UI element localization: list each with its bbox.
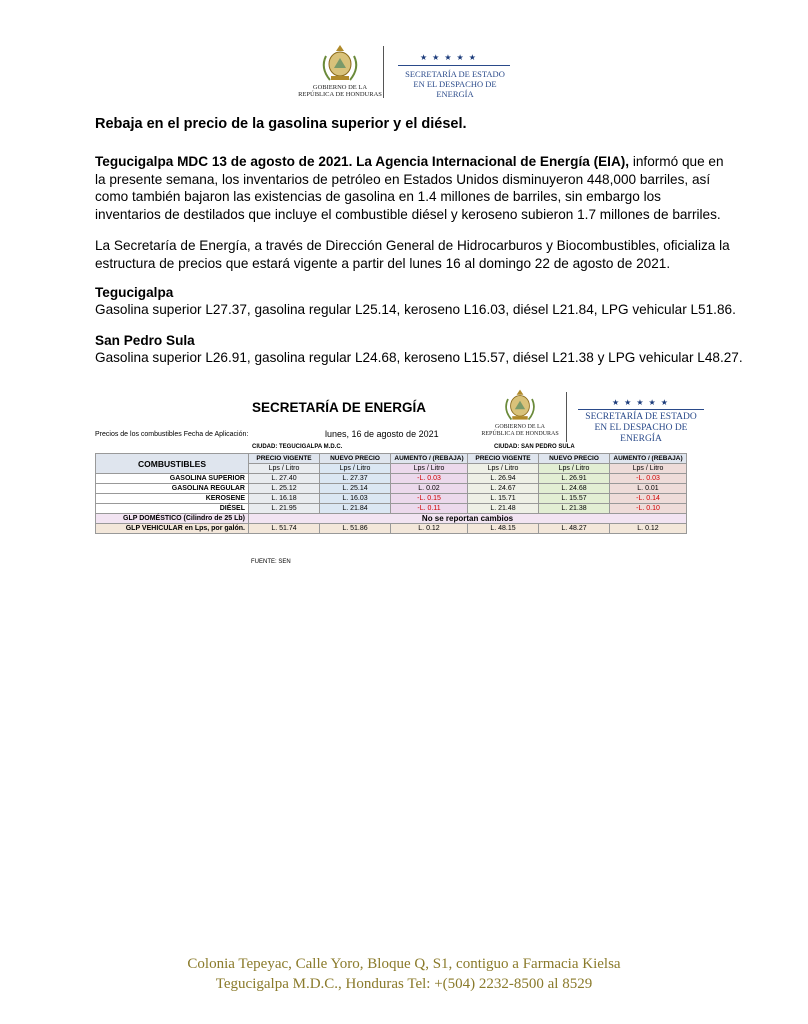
sps-change: -L. 0.14 xyxy=(610,494,687,504)
tgu-change: L. 0.12 xyxy=(391,524,468,534)
prices-tegucigalpa: Gasolina superior L27.37, gasolina regular L25.14, keroseno L16.03, diésel L21.84, LPG vehicular L51.86. xyxy=(95,302,736,317)
gov-caption-line1: GOBIERNO DE LA xyxy=(312,84,368,91)
paragraph-1 xyxy=(95,153,730,223)
sps-new: L. 26.91 xyxy=(539,474,610,484)
unit-cell: Lps / Litro xyxy=(468,464,539,474)
tgu-change: -L. 0.03 xyxy=(391,474,468,484)
fuel-name: KEROSENE xyxy=(96,494,249,504)
city-label-san-pedro-sula: CIUDAD: SAN PEDRO SULA xyxy=(494,444,575,450)
tgu-new: L. 51.86 xyxy=(320,524,391,534)
unit-cell: Lps / Litro xyxy=(320,464,391,474)
unit-cell: Lps / Litro xyxy=(610,464,687,474)
fuel-price-table xyxy=(95,453,687,534)
col-header-change: AUMENTO / (REBAJA) xyxy=(391,454,468,464)
no-change-note: No se reportan cambios xyxy=(249,514,687,524)
col-header-current: PRECIO VIGENTE xyxy=(468,454,539,464)
tgu-new: L. 16.03 xyxy=(320,494,391,504)
fuel-name: GLP VEHICULAR en Lps, por galón. xyxy=(96,524,249,534)
gov-caption-line1: GOBIERNO DE LA xyxy=(495,424,545,430)
logo-rule xyxy=(578,409,704,410)
gov-caption-line2: REPÚBLICA DE HONDURAS xyxy=(481,430,559,437)
table-row-glp-vehicular xyxy=(96,524,687,534)
coat-of-arms-icon xyxy=(318,42,362,84)
paragraph-1-lead: Tegucigalpa MDC 13 de agosto de 2021. La Agencia Internacional de Energía (EIA), xyxy=(95,154,630,169)
tgu-change: L. 0.02 xyxy=(391,484,468,494)
sps-new: L. 15.57 xyxy=(539,494,610,504)
tgu-change: -L. 0.11 xyxy=(391,504,468,514)
sps-change: -L. 0.10 xyxy=(610,504,687,514)
table-title: SECRETARÍA DE ENERGÍA xyxy=(252,400,427,415)
table-row-glp-domestic xyxy=(96,514,687,524)
stars-row: ★★★★★ xyxy=(612,398,673,407)
paragraph-1-body: informó que en la presente semana, los inventarios de petróleo en Estados Unidos disminuyeron 448,000 barriles, así como también bajaron las existencias de gasolina en 1.4 millones de barriles, sin embargo los inventarios de destilados que incluye el combustible diésel y keroseno subieron 1.7 millones de barriles. xyxy=(95,154,724,222)
sps-current: L. 26.94 xyxy=(468,474,539,484)
table-header-row xyxy=(96,454,687,464)
table-row xyxy=(96,474,687,484)
col-header-current: PRECIO VIGENTE xyxy=(249,454,320,464)
sps-current: L. 21.48 xyxy=(468,504,539,514)
table-source: FUENTE: SEN xyxy=(251,559,291,565)
tgu-current: L. 51.74 xyxy=(249,524,320,534)
logo-rule xyxy=(398,65,510,66)
tgu-new: L. 25.14 xyxy=(320,484,391,494)
tgu-current: L. 25.12 xyxy=(249,484,320,494)
table-row xyxy=(96,484,687,494)
logo-divider xyxy=(383,46,384,98)
sps-change: -L. 0.03 xyxy=(610,474,687,484)
coat-of-arms-icon xyxy=(500,387,540,423)
unit-cell: Lps / Litro xyxy=(249,464,320,474)
sps-new: L. 24.68 xyxy=(539,484,610,494)
tgu-current: L. 16.18 xyxy=(249,494,320,504)
unit-cell: Lps / Litro xyxy=(391,464,468,474)
tgu-current: L. 21.95 xyxy=(249,504,320,514)
prices-san-pedro-sula: Gasolina superior L26.91, gasolina regular L24.68, keroseno L15.57, diésel L21.38 y LPG vehicular L48.27. xyxy=(95,350,743,365)
city-heading-tegucigalpa: Tegucigalpa xyxy=(95,285,174,300)
stars-row: ★★★★★ xyxy=(420,53,481,62)
sps-new: L. 21.38 xyxy=(539,504,610,514)
sps-current: L. 24.67 xyxy=(468,484,539,494)
sps-new: L. 48.27 xyxy=(539,524,610,534)
col-header-change: AUMENTO / (REBAJA) xyxy=(610,454,687,464)
unit-cell: Lps / Litro xyxy=(539,464,610,474)
tgu-new: L. 27.37 xyxy=(320,474,391,484)
tgu-current: L. 27.40 xyxy=(249,474,320,484)
fuel-name: GLP DOMÉSTICO (Cilindro de 25 Lb) xyxy=(96,514,249,524)
fuel-name: GASOLINA SUPERIOR xyxy=(96,474,249,484)
tgu-new: L. 21.84 xyxy=(320,504,391,514)
ministry-line1: SECRETARÍA DE ESTADO xyxy=(405,69,505,79)
city-label-tegucigalpa: CIUDAD: TEGUCIGALPA M.D.C. xyxy=(252,444,343,450)
headline: Rebaja en el precio de la gasolina superior y el diésel. xyxy=(95,116,467,132)
sps-current: L. 48.15 xyxy=(468,524,539,534)
col-header-fuel: COMBUSTIBLES xyxy=(96,454,249,474)
sps-current: L. 15.71 xyxy=(468,494,539,504)
col-header-new: NUEVO PRECIO xyxy=(320,454,391,464)
fuel-name: DIÉSEL xyxy=(96,504,249,514)
gov-caption-line2: REPÚBLICA DE HONDURAS xyxy=(298,91,382,98)
ministry-line2: EN EL DESPACHO DE ENERGÍA xyxy=(594,423,688,444)
date-value: lunes, 16 de agosto de 2021 xyxy=(325,429,439,439)
city-heading-san-pedro-sula: San Pedro Sula xyxy=(95,333,195,348)
paragraph-2: La Secretaría de Energía, a través de Dirección General de Hidrocarburos y Biocombustibles, oficializa la estructura de precios que estará vigente a partir del lunes 16 al domingo 22 de agosto de 2021. xyxy=(95,238,730,271)
logo-divider xyxy=(566,392,567,442)
tgu-change: -L. 0.15 xyxy=(391,494,468,504)
ministry-line1: SECRETARÍA DE ESTADO xyxy=(585,412,697,422)
table-row xyxy=(96,504,687,514)
fuel-name: GASOLINA REGULAR xyxy=(96,484,249,494)
sps-change: L. 0.12 xyxy=(610,524,687,534)
sps-change: L. 0.01 xyxy=(610,484,687,494)
footer-address-line1: Colonia Tepeyac, Calle Yoro, Bloque Q, S1, contiguo a Farmacia Kielsa xyxy=(187,956,621,972)
footer-address-line2: Tegucigalpa M.D.C., Honduras Tel: +(504) 2232-8500 al 8529 xyxy=(215,976,593,992)
ministry-line2: EN EL DESPACHO DE ENERGÍA xyxy=(413,79,497,99)
col-header-new: NUEVO PRECIO xyxy=(539,454,610,464)
table-row xyxy=(96,494,687,504)
date-label: Precios de los combustibles Fecha de Aplicación: xyxy=(95,431,249,438)
